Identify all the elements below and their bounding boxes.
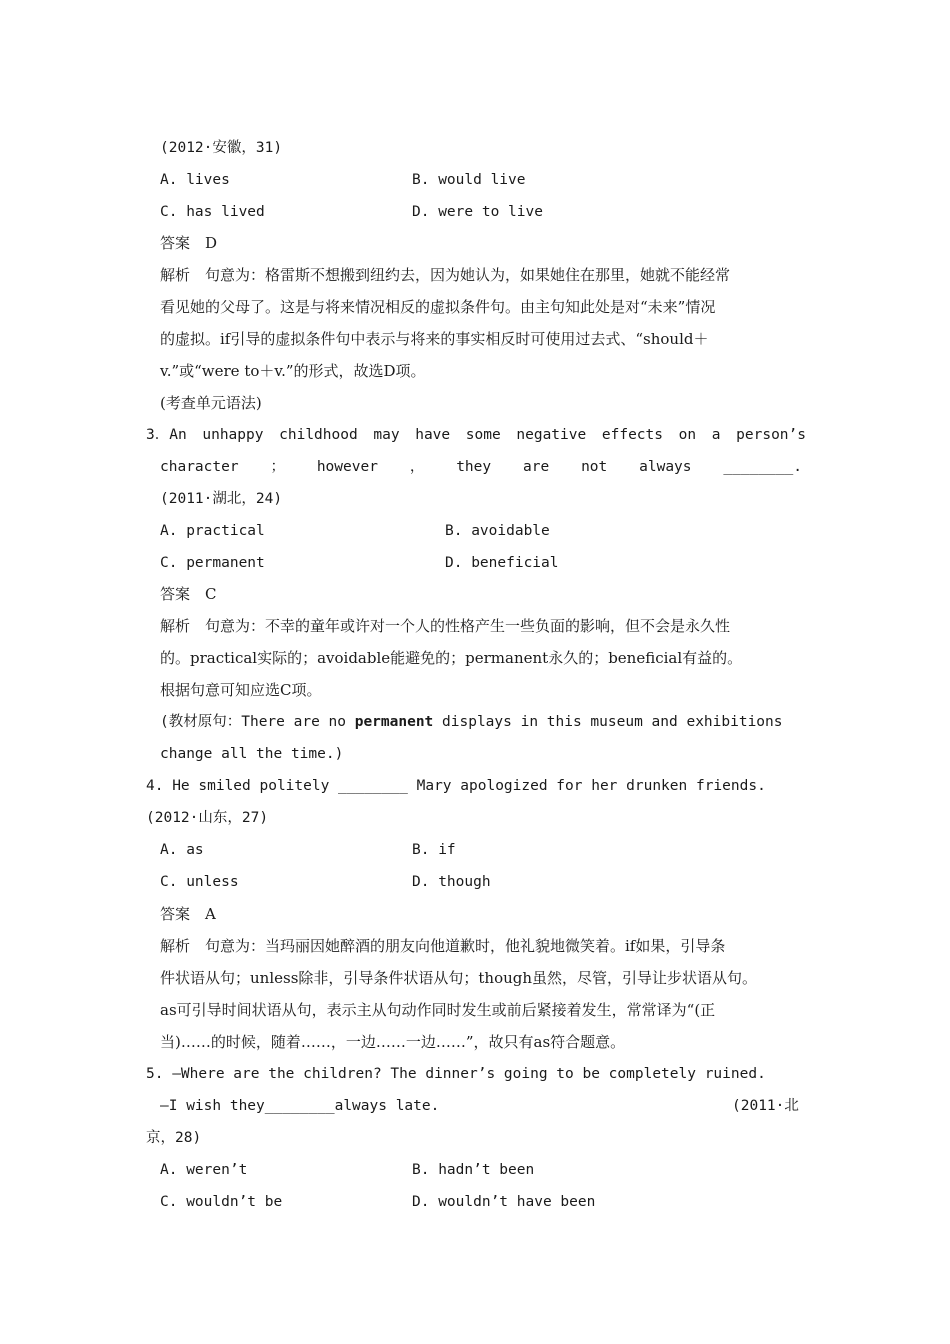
q3-word: a [711,427,721,443]
q3-source: (2011·湖北，24) [160,491,283,507]
q2-option-a: A. lives [160,172,230,188]
q4-analysis-line-4: 当)……的时候，随着……，一边……一边……”，故只有as符合题意。 [160,1033,626,1051]
q3-option-d: D. beneficial [445,555,559,571]
q3-word: unhappy [202,427,264,443]
q4-option-b: B. if [412,842,456,858]
q2-option-b: B. would live [412,172,526,188]
q5-option-d: D. wouldn’t have been [412,1194,596,1210]
q3-word: effects [601,427,663,443]
q3-word: not [581,459,608,475]
q3-word: ， [409,459,425,475]
q2-analysis-line-3: 的虚拟。if引导的虚拟条件句中表示与将来的事实相反时可使用过去式、“should＋ [160,330,709,348]
q3-word: are [522,459,550,475]
q3-word: however [316,459,378,475]
q3-word: negative [516,427,587,443]
q3-word: may [373,427,400,443]
q3-option-c: C. permanent [160,555,265,571]
q3-option-a: A. practical [160,523,265,539]
q5-source-part-2: 京，28) [146,1130,202,1146]
q3-analysis-line-2: 的。practical实际的；avoidable能避免的；permanent永久的；beneficial有益的。 [160,649,743,667]
q4-option-a: A. as [160,842,204,858]
q3-word: have [415,427,451,443]
q2-option-d: D. were to live [412,204,543,220]
q5-response: —I wish they________always late. [160,1098,440,1114]
q5-stem: 5. —Where are the children? The dinner’s going to be completely ruined. [146,1066,766,1082]
q3-textbook-keyword: permanent [354,714,434,730]
q4-stem: 4. He smiled politely ________ Mary apologized for her drunken friends. [146,778,766,794]
q3-option-b: B. avoidable [445,523,550,539]
q4-analysis-line-3: as可引导时间状语从句，表示主从句动作同时发生或前后紧接着发生，常常译为“(正 [160,1001,716,1019]
q2-option-c: C. has lived [160,204,265,220]
q3-textbook-prefix: (教材原句：There are no [160,714,355,730]
q3-stem-line-2 [160,457,802,477]
q5-source-part-1: (2011·北 [732,1098,799,1114]
q3-word: always [639,459,692,475]
q5-option-b: B. hadn’t been [412,1162,535,1178]
q5-option-a: A. weren’t [160,1162,248,1178]
q4-option-d: D. though [412,874,491,890]
q2-analysis-line-1: 解析 句意为：格雷斯不想搬到纽约去，因为她认为，如果她住在那里，她就不能经常 [160,266,731,284]
q3-word: childhood [279,427,358,443]
q3-blank: ________. [723,459,802,475]
q3-analysis-line-1: 解析 句意为：不幸的童年或许对一个人的性格产生一些负面的影响，但不会是永久性 [160,617,731,635]
q3-textbook-line-2: change all the time.) [160,746,344,762]
q3-answer: 答案 C [160,585,217,603]
q2-source: (2012·安徽，31) [160,140,283,156]
q3-word: 3．An [146,427,187,443]
q4-source: (2012·山东，27) [146,810,269,826]
q4-analysis-line-2: 件状语从句；unless除非，引导条件状语从句；though虽然，尽管，引导让步状语从句。 [160,969,758,987]
q4-answer: 答案 A [160,905,216,923]
q3-stem-line-1 [146,425,806,445]
q3-analysis-line-3: 根据句意可知应选C项。 [160,681,322,699]
q2-answer: 答案 D [160,234,218,252]
q2-analysis-line-2: 看见她的父母了。这是与将来情况相反的虚拟条件句。由主句知此处是对“未来”情况 [160,298,716,316]
q3-word: some [465,427,501,443]
q5-option-c: C. wouldn’t be [160,1194,283,1210]
q3-textbook-line-1 [160,712,783,732]
q4-option-c: C. unless [160,874,239,890]
q3-word: they [456,459,492,475]
q3-word: character [160,459,239,475]
q2-analysis-line-4: v.”或“were to＋v.”的形式，故选D项。 [160,362,426,380]
q4-analysis-line-1: 解析 句意为：当玛丽因她醉酒的朋友向他道歉时，他礼貌地微笑着。if如果，引导条 [160,937,726,955]
q3-word: on [678,427,697,443]
q3-word: ； [270,459,285,475]
q3-textbook-suffix: displays in this museum and exhibitions [433,714,783,730]
q3-word: person’s [736,427,806,443]
q2-note: (考查单元语法) [160,394,262,412]
